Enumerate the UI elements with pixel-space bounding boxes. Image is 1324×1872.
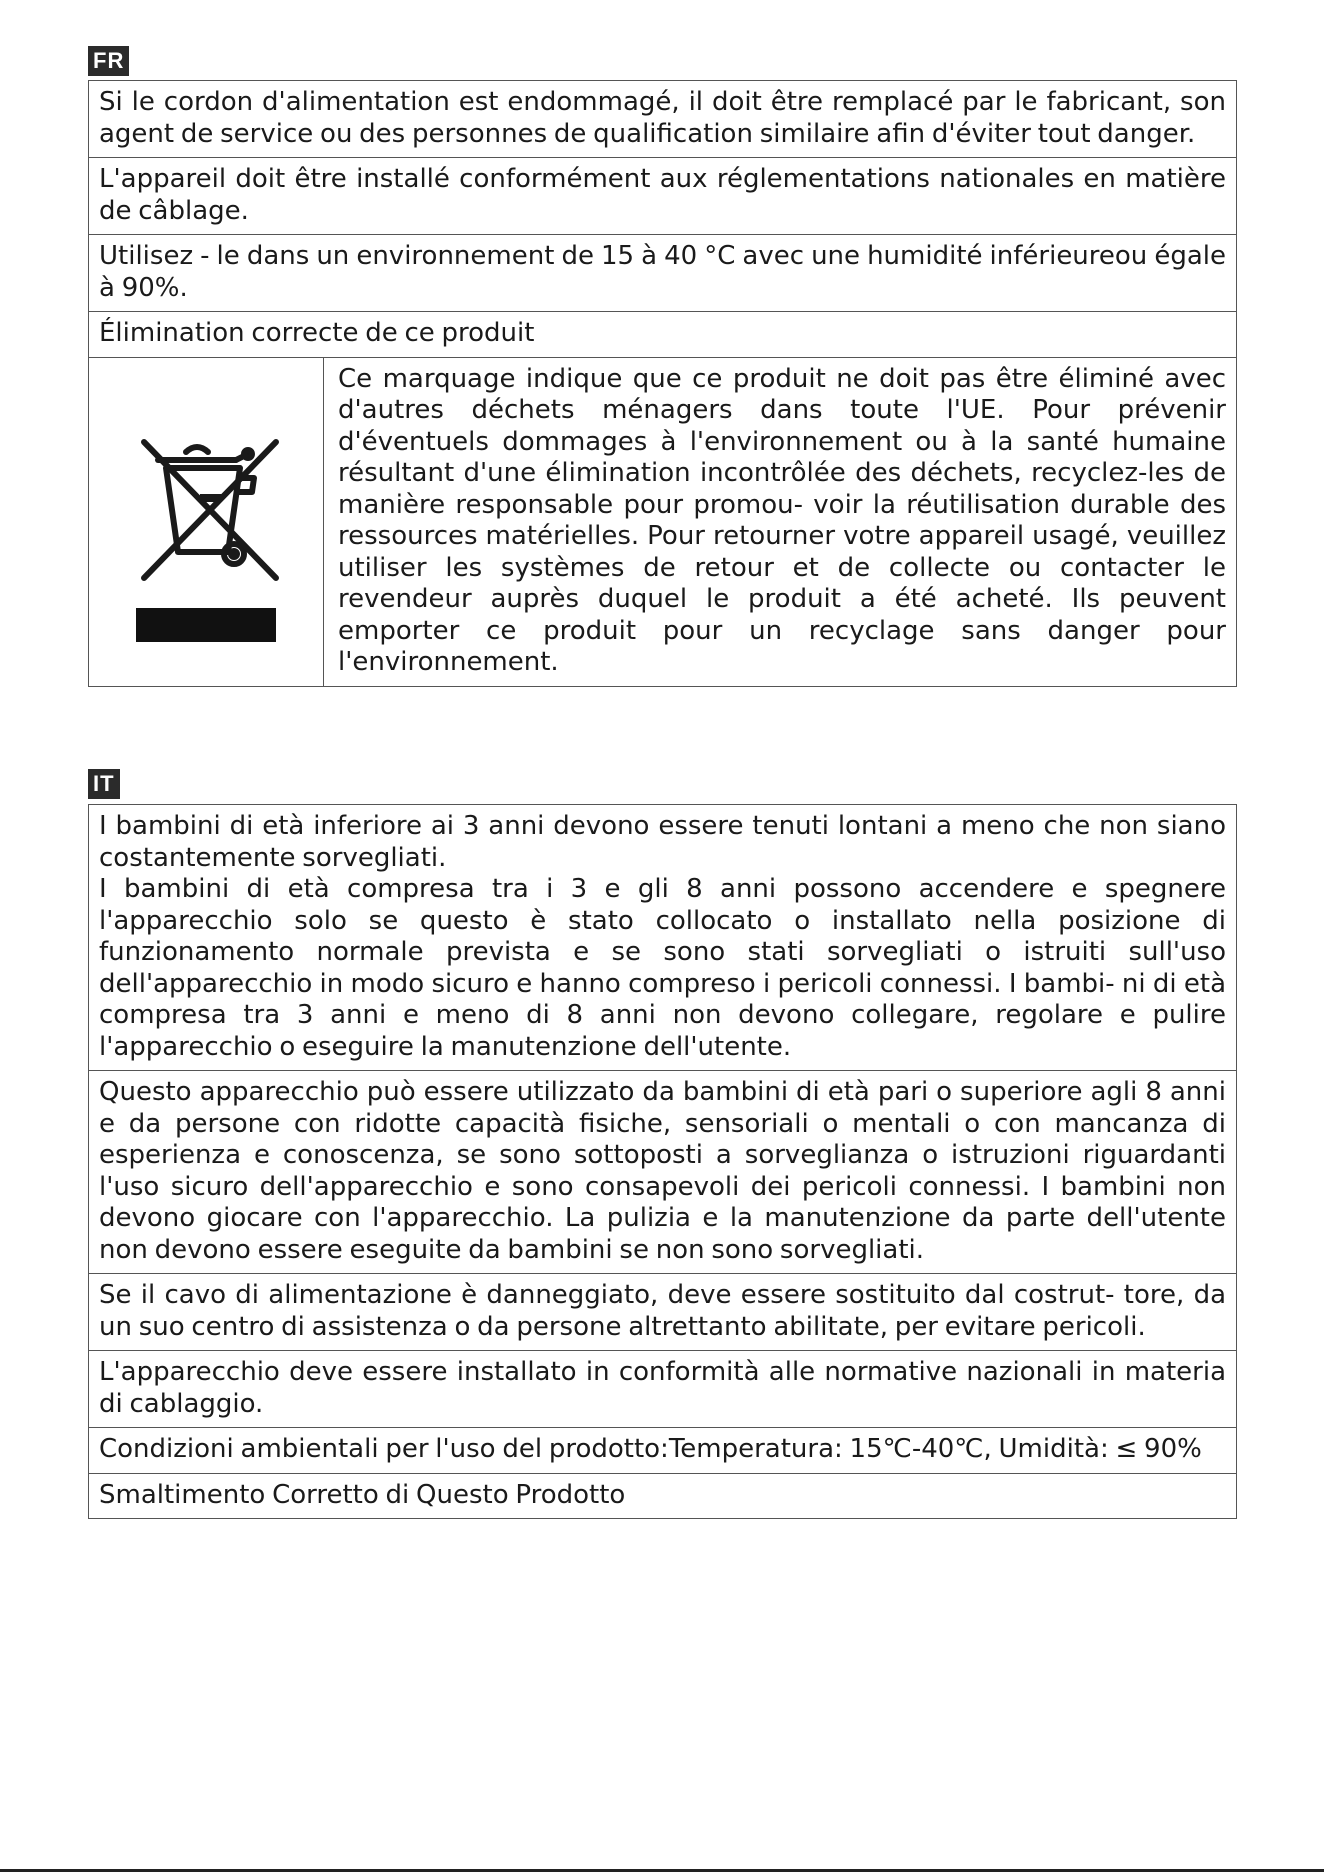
fr-row-wiring: L'appareil doit être installé conformément aux réglementations nationales en matière de câblage.: [89, 157, 1236, 234]
fr-row-power-cord: Si le cordon d'alimentation est endommagé, il doit être remplacé par le fabricant, son agent de service ou des personnes de qualification similaire afin d'éviter tout danger.: [99, 87, 1226, 149]
it-children-3-to-8: I bambini di età compresa tra i 3 e gli 8 anni possono accendere e spegnere l'apparecchio solo se questo è stato collocato o installato nella posizione di funzionamento normale prevista e se sono stati sorvegliati o istruiti sull'uso dell'apparecchio in modo sicuro e hanno compreso i pericoli connessi. I bambi- ni di età compresa tra 3 anni e meno di 8 anni non devono collegare, regolare e pulire l'apparecchio o eseguire la manutenzione dell'utente.: [99, 874, 1226, 1062]
it-row-environment: Condizioni ambientali per l'uso del prodotto:Temperatura: 15℃-40℃, Umidità: ≤ 90%: [89, 1427, 1236, 1473]
it-row-disposal-heading: Smaltimento Corretto di Questo Prodotto: [89, 1473, 1236, 1519]
it-row-children: [89, 805, 1236, 1070]
it-row-wiring: L'apparecchio deve essere installato in conformità alle normative nazionali in materia di cablaggio.: [89, 1350, 1236, 1427]
fr-row-disposal: [89, 357, 1236, 686]
safety-table-fr: [88, 80, 1237, 687]
safety-table-it: [88, 804, 1237, 1519]
fr-row-disposal-heading: Élimination correcte de ce produit: [89, 311, 1236, 357]
it-row-power-cord: Se il cavo di alimentazione è danneggiato, deve essere sostituito dal costrut- tore, da un suo centro di assistenza o da persone altrettanto abilitate, per evitare pericoli.: [89, 1273, 1236, 1350]
fr-row-environment: Utilisez - le dans un environnement de 15 à 40 °C avec une humidité inférieureou égale à 90%.: [89, 234, 1236, 311]
fr-disposal-text: Ce marquage indique que ce produit ne doit pas être éliminé avec d'autres déchets ménagers dans toute l'UE. Pour prévenir d'éventuels dommages à l'environnement ou à la santé humaine résultant d'une élimination incontrôlée des déchets, recyclez-les de manière responsable pour promou- voir la réutilisation durable des ressources matérielles. Pour retourner votre appareil usagé, veuillez utiliser les systèmes de retour et de collecte ou contacter le revendeur auprès duquel le produit a été acheté. Ils peuvent emporter ce produit pour un recyclage sans danger pour l'environnement.: [338, 363, 1226, 677]
language-tag-it: IT: [88, 769, 120, 799]
crossed-out-wheelie-bin-icon: [116, 402, 296, 642]
weee-icon-cell: [89, 358, 324, 686]
it-children-under-3: I bambini di età inferiore ai 3 anni devono essere tenuti lontani a meno che non siano costantemente sorvegliati.: [99, 811, 1226, 873]
language-tag-fr: FR: [88, 46, 129, 76]
it-row-usage: Questo apparecchio può essere utilizzato da bambini di età pari o superiore agli 8 anni e da persone con ridotte capacità fisiche, sensoriali o mentali o con mancanza di esperienza e conoscenza, se sono sottoposti a sorveglianza o istruzioni riguardanti l'uso sicuro dell'apparecchio e sono consapevoli dei pericoli connessi. I bambini non devono giocare con l'apparecchio. La pulizia e la manutenzione da parte dell'utente non devono essere eseguite da bambini se non sono sorvegliati.: [89, 1070, 1236, 1273]
